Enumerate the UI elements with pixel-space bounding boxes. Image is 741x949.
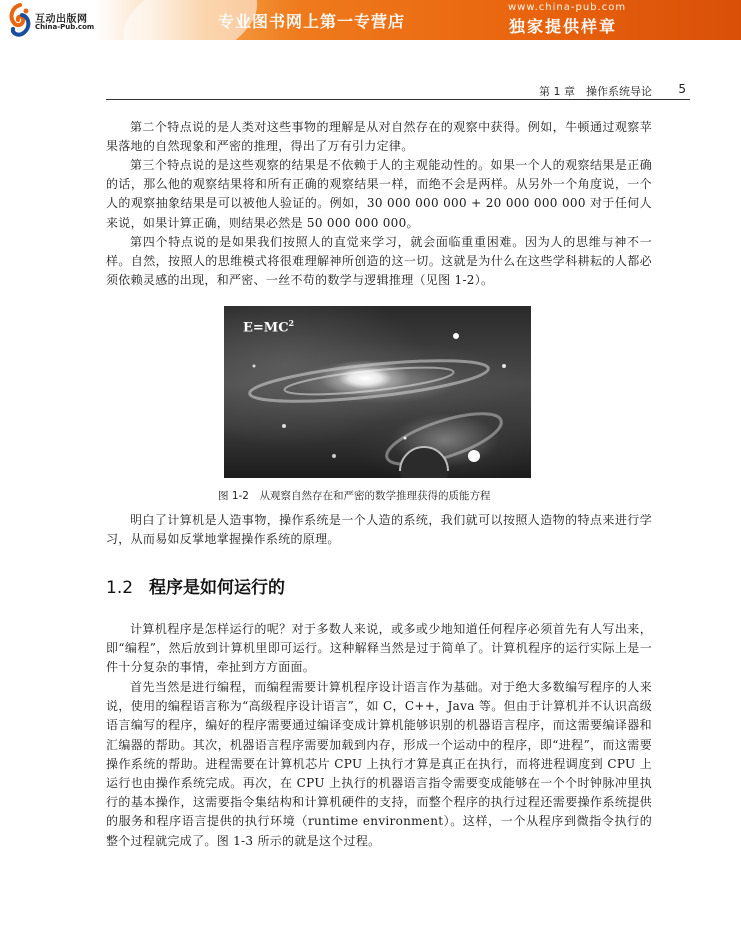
logo-chinese-text: 互动出版网 [35,14,88,25]
section-title: 程序是如何运行的 [149,578,286,598]
banner-url-link[interactable]: www.china-pub.com [508,2,627,13]
section-number: 1.2 [106,578,134,598]
paragraph-observation: 第二个特点说的是人类对这些事物的理解是从对自然存在的观察中获得。例如，牛顿通过观察苹果落地的自然现象和严密的推理，得出了万有引力定律。 [106,120,652,154]
formula-label: $E=MC^2$ [243,318,295,336]
banner-exclusive-text: 独家提供样章 [509,17,618,36]
section-heading [106,573,285,598]
chapter-title: 第 1 章 操作系统导论 [539,85,652,98]
paragraph-objectivity: 第三个特点说的是这些观察的结果是不依赖于人的主观能动性的。如果一个人的观察结果是正确的话，那么他的观察结果将和所有正确的观察结果一样，而绝不会是两样。从另外一个角度说，一个人的观察抽象结果是可以被他人验证的。例如，30 000 000 000 + 20 000 000 000 对于任何人来说，如果计算正确，则结果必然是 50 000 000 000。 [106,158,652,230]
paragraph-how-programs-run: 计算机程序是怎样运行的呢？对于多数人来说，或多或少地知道任何程序必须首先有人写出来，即“编程”，然后放到计算机里即可运行。这种解释当然是过于简单了。计算机程序的运行实际上是一件十分复杂的事情，牵扯到方方面面。 [106,622,652,675]
running-header [106,83,690,100]
china-pub-logo-icon [6,3,34,37]
top-banner [0,0,741,40]
china-pub-logo[interactable] [6,3,126,37]
paragraph-conclusion: 明白了计算机是人造事物，操作系统是一个人造的系统，我们就可以按照人造物的特点来进行学习，从而易如反掌地掌握操作系统的原理。 [106,513,652,547]
paragraph-programming-process: 首先当然是进行编程，而编程需要计算机程序设计语言作为基础。对于绝大多数编写程序的人来说，使用的编程语言称为“高级程序设计语言”，如 C，C++，Java 等。但由于计算机并不认识高级语言编写的程序，编好的程序需要通过编译变成计算机能够识别的机器语言程序，而这需要编译器和汇编器的帮助。其次，机器语言程序需要加载到内存，形成一个运动中的程序，即“进程”，而这需要操作系统的帮助。进程需要在计算机芯片 CPU 上执行才算是真正在执行，而将进程调度到 CPU 上运行也由操作系统完成。再次，在 CPU 上执行的机器语言指令需要变成能够在一个个时钟脉冲里执行的基本操作，这需要指令集结构和计算机硬件的支持，而整个程序的执行过程还需要操作系统提供的服务和程序语言提供的执行环境（runtime environment）。这样，一个从程序到微指令执行的整个过程就完成了。图 1-3 所示的就是这个过程。 [106,680,652,848]
page-number: 5 [678,82,686,96]
banner-slogan: 专业图书网上第一专营店 [218,12,406,31]
figure-galaxy-image [224,306,531,478]
figure-caption: 图 1-2 从观察自然存在和严密的数学推理获得的质能方程 [218,490,491,502]
paragraph-intuition: 第四个特点说的是如果我们按照人的直觉来学习，就会面临重重困难。因为人的思维与神不一样。自然，按照人的思维模式将很难理解神所创造的这一切。这就是为什么在这些学科耕耘的人都必须依赖灵感的出现，和严密、一丝不苟的数学与逻辑推理（见图 1-2）。 [106,235,652,288]
logo-english-text: China-Pub.com [35,23,95,31]
